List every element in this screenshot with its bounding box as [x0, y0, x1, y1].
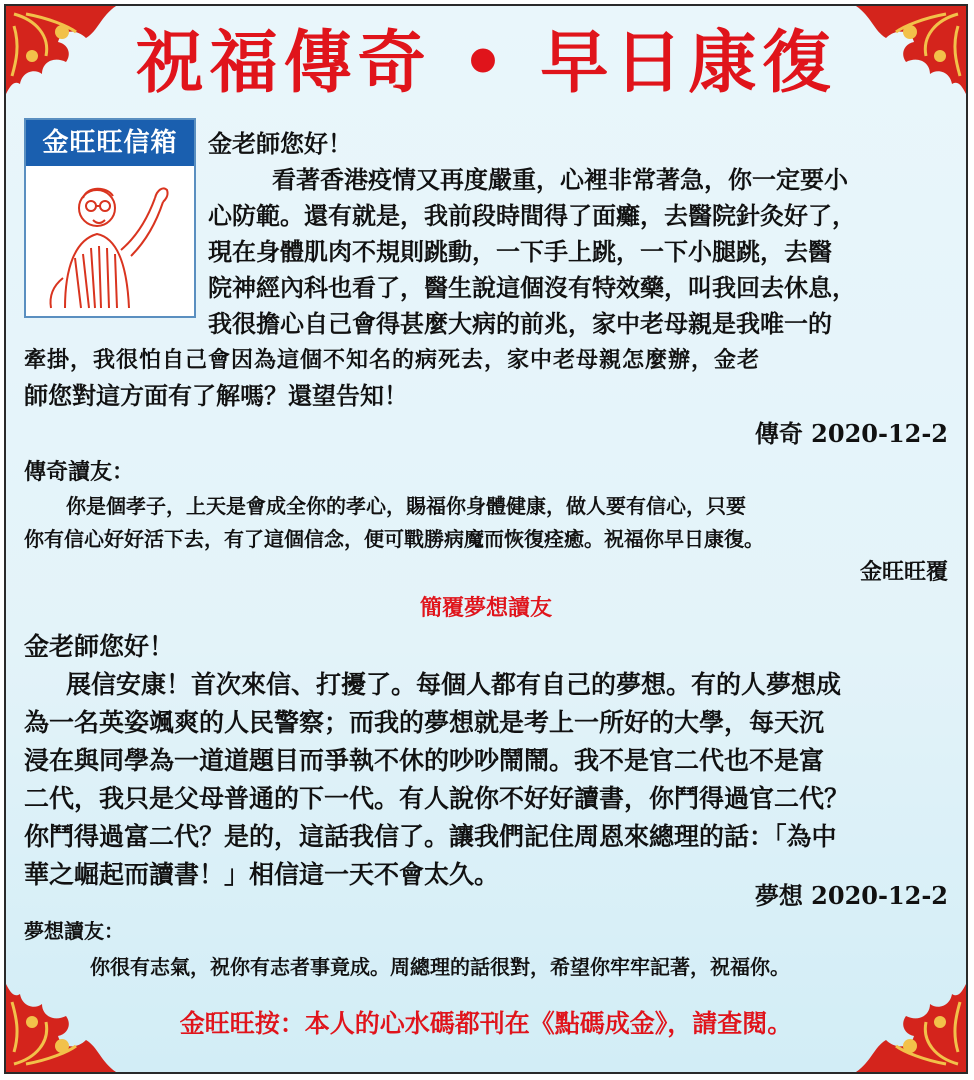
letter1-signature: 傳奇 2020-12-2 — [754, 419, 948, 448]
page-frame — [4, 4, 968, 1074]
reply1-line: 你有信心好好活下去，有了這個信念，便可戰勝病魔而恢復痊癒。祝福你早日康復。 — [24, 527, 764, 551]
reply1-line: 你是個孝子，上天是會成全你的孝心，賜福你身體健康，做人要有信心，只要 — [66, 494, 746, 518]
letter1-line: 師您對這方面有了解嗎？還望告知！ — [24, 381, 408, 410]
letter2-line: 華之崛起而讀書！」相信這一天不會太久。 — [24, 860, 500, 889]
letter2-line: 你鬥得過富二代？是的，這話我信了。讓我們記住周恩來總理的話：「為中 — [24, 822, 837, 851]
footer-note: 金旺旺按：本人的心水碼都刊在《點碼成金》，請查閱。 — [179, 1009, 793, 1038]
letter1-line: 現在身體肌肉不規則跳動，一下手上跳，一下小腿跳，去醫 — [208, 237, 832, 266]
letter1-line: 牽掛，我很怕自己會因為這個不知名的病死去，家中老母親怎麼辦，金老 — [24, 347, 761, 373]
letter2-line: 浸在與同學為一道道題目而爭執不休的吵吵鬧鬧。我不是官二代也不是富 — [24, 746, 825, 775]
letter2-line: 為一名英姿颯爽的人民警察；而我的夢想就是考上一所好的大學，每天沉 — [24, 708, 825, 737]
letter2-line: 二代，我只是父母普通的下一代。有人說你不好好讀書，你鬥得過官二代？ — [24, 784, 850, 813]
letter1-greeting: 金老師您好！ — [208, 129, 352, 158]
letter2-line: 展信安康！首次來信、打擾了。每個人都有自己的夢想。有的人夢想成 — [66, 670, 842, 699]
letter2-greeting: 金老師您好！ — [24, 632, 175, 661]
reply2-line: 你很有志氣，祝你有志者事竟成。周總理的話很對，希望你牢牢記著，祝福你。 — [90, 955, 790, 979]
letter1-line: 看著香港疫情又再度嚴重，心裡非常著急，你一定要小 — [272, 165, 848, 194]
reply1-signature: 金旺旺覆 — [859, 559, 948, 585]
column-logo — [24, 118, 196, 318]
letter1-line: 院神經內科也看了，醫生說這個沒有特效藥，叫我回去休息， — [208, 273, 856, 302]
teacher-illustration — [35, 168, 185, 313]
column-logo-label: 金旺旺信箱 — [26, 120, 194, 166]
reply2-salutation: 夢想讀友： — [24, 919, 124, 943]
section-subtitle: 簡覆夢想讀友 — [419, 595, 552, 621]
letter2-signature: 夢想 2020-12-2 — [754, 881, 948, 910]
page-title: 祝福傳奇 • 早日康復 — [135, 23, 837, 103]
letter1-line: 心防範。還有就是，我前段時間得了面癱，去醫院針灸好了， — [208, 201, 856, 230]
reply1-salutation: 傳奇讀友： — [24, 459, 135, 485]
letter1-line: 我很擔心自己會得甚麼大病的前兆，家中老母親是我唯一的 — [208, 309, 832, 338]
